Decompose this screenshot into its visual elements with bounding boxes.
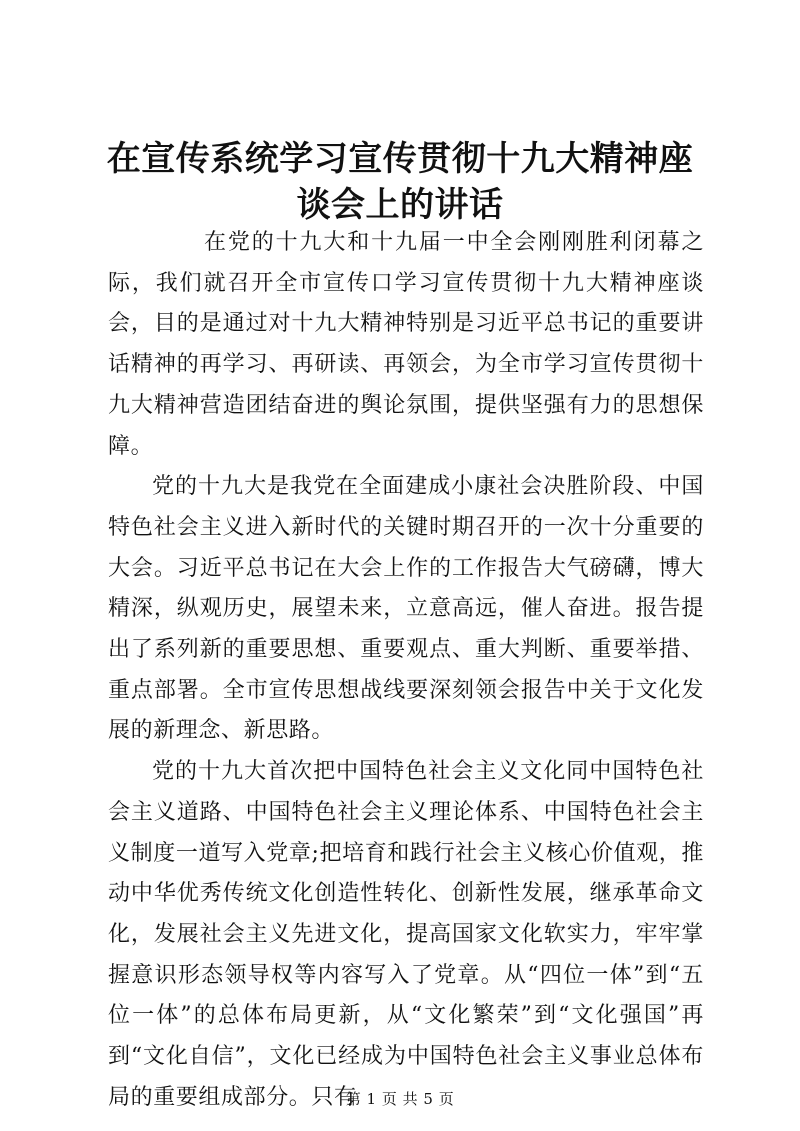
- paragraph-3: 党的十九大首次把中国特色社会主义文化同中国特色社会主义道路、中国特色社会主义理论体系、中国特色社会主义制度一道写入党章;把培育和践行社会主义核心价值观，推动中华优秀传统文化创造性转化、创新性发展，继承革命文化，发展社会主义先进文化，提高国家文化软实力，牢牢掌握意识形态领导权等内容写入了党章。从“四位一体”到“五位一体”的总体布局更新，从“文化繁荣”到“文化强国”再到“文化自信”，文化已经成为中国特色社会主义事业总体布局的重要组成部分。只有: [108, 759, 704, 1110]
- paragraph-2: 党的十九大是我党在全面建成小康社会决胜阶段、中国特色社会主义进入新时代的关键时期召开的一次十分重要的大会。习近平总书记在大会上作的工作报告大气磅礴，博大精深，纵观历史，展望未来，立意高远，催人奋进。报告提出了系列新的重要思想、重要观点、重大判断、重要举措、重点部署。全市宣传思想战线要深刻领会报告中关于文化发展的新理念、新思路。: [108, 474, 704, 744]
- paragraph-1: 在党的十九大和十九届一中全会刚刚胜利闭幕之际，我们就召开全市宣传口学习宣传贯彻十九大精神座谈会，目的是通过对十九大精神特别是习近平总书记的重要讲话精神的再学习、再研读、再领会，为全市学习宣传贯彻十九大精神营造团结奋进的舆论氛围，提供坚强有力的思想保障。: [108, 230, 704, 459]
- document-body: [108, 223, 704, 1118]
- page-footer: 第 1 页 共 5 页: [345, 1090, 455, 1108]
- document-title: 在宣传系统学习宣传贯彻十九大精神座谈会上的讲话: [106, 139, 694, 225]
